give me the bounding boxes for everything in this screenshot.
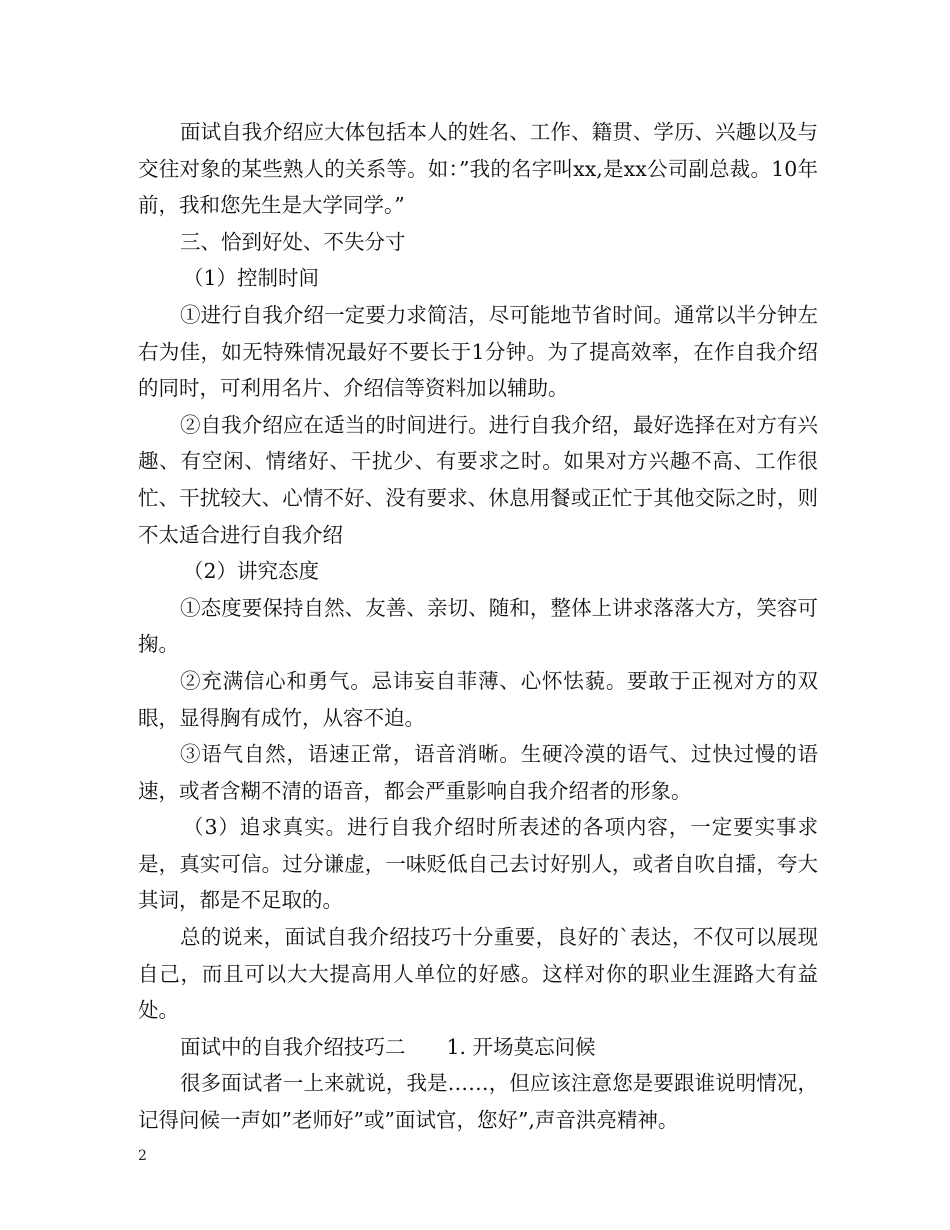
section-heading-tips-two: 面试中的自我介绍技巧二 1. 开场莫忘问候 [180, 1034, 596, 1059]
section-heading-3: 三、恰到好处、不失分寸 [180, 229, 406, 254]
paragraph-greeting: 很多面试者一上来就说，我是……，但应该注意您是要跟谁说明情况，记得问候一声如”老师好”或”面试官，您好”,声音洪亮精神。 [138, 1071, 818, 1133]
paragraph-confidence: ②充满信心和勇气。忌讳妄自菲薄、心怀怯藐。要敢于正视对方的双眼，显得胸有成竹，从容不迫。 [138, 668, 818, 730]
subheading-control-time: （1）控制时间 [183, 266, 320, 291]
paragraph-truthfulness: （3）追求真实。进行自我介绍时所表述的各项内容，一定要实事求是，真实可信。过分谦虚，一味贬低自己去讨好别人，或者自吹自擂，夸大其词，都是不足取的。 [138, 815, 818, 913]
subheading-attitude: （2）讲究态度 [183, 559, 320, 584]
paragraph-brevity: ①进行自我介绍一定要力求简洁，尽可能地节省时间。通常以半分钟左右为佳，如无特殊情况最好不要长于1分钟。为了提高效率，在作自我介绍的同时，可利用名片、介绍信等资料加以辅助。 [138, 302, 818, 401]
paragraph-natural-attitude: ①态度要保持自然、友善、亲切、随和，整体上讲求落落大方，笑容可掬。 [138, 595, 818, 657]
paragraph-timing: ②自我介绍应在适当的时间进行。进行自我介绍，最好选择在对方有兴趣、有空闲、情绪好、干扰少、有要求之时。如果对方兴趣不高、工作很忙、干扰较大、心情不好、没有要求、休息用餐或正忙于其他交际之时，则不太适合进行自我介绍 [138, 412, 818, 547]
document-body [138, 114, 818, 1139]
paragraph-summary: 总的说来，面试自我介绍技巧十分重要，良好的`表达，不仅可以展现自己，而且可以大大提高用人单位的好感。这样对你的职业生涯路大有益处。 [138, 925, 818, 1023]
page-number: 2 [138, 1148, 147, 1164]
paragraph-tone: ③语气自然，语速正常，语音消晰。生硬冷漠的语气、过快过慢的语速，或者含糊不清的语音，都会严重影响自我介绍者的形象。 [138, 742, 818, 803]
paragraph-intro-content: 面试自我介绍应大体包括本人的姓名、工作、籍贯、学历、兴趣以及与交往对象的某些熟人的关系等。如：”我的名字叫xx,是xx公司副总裁。10年前，我和您先生是大学同学。” [138, 120, 818, 218]
